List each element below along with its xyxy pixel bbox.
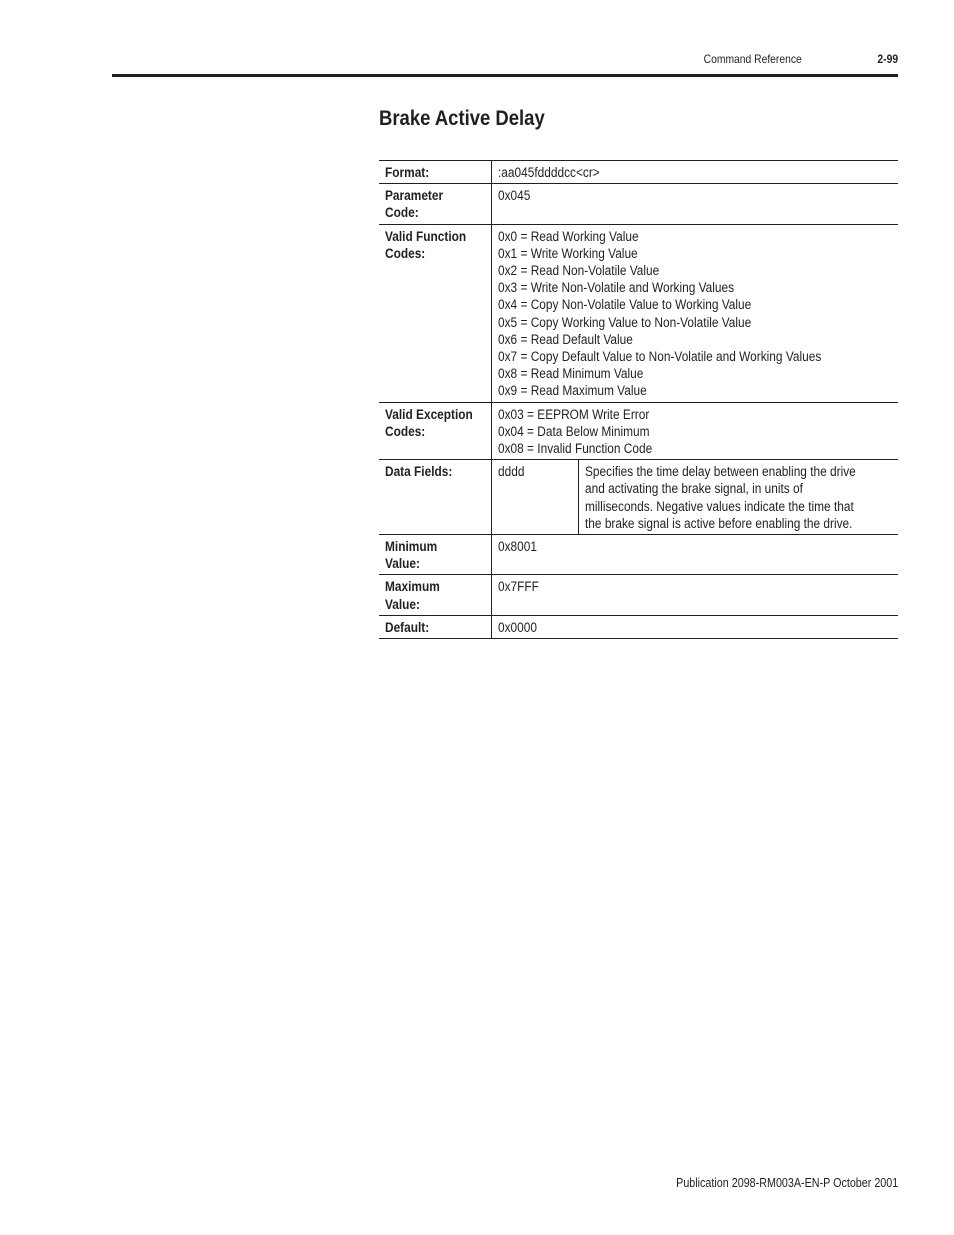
data-field-name: dddd	[492, 460, 579, 535]
function-code-item: 0x3 = Write Non-Volatile and Working Values	[498, 280, 735, 296]
valid-exception-codes-label: Valid Exception Codes:	[379, 402, 492, 460]
parameter-code-label: Parameter Code:	[379, 184, 492, 224]
function-code-item: 0x4 = Copy Non-Volatile Value to Working Value	[498, 297, 752, 313]
header-section-name: Command Reference	[703, 52, 802, 66]
header-page-number: 2-99	[877, 52, 898, 66]
exception-code-item: 0x03 = EEPROM Write Error	[498, 406, 650, 422]
function-code-item: 0x0 = Read Working Value	[498, 228, 639, 244]
minimum-value: 0x8001	[492, 535, 898, 575]
format-label: Format:	[379, 161, 492, 184]
minimum-value-row	[379, 535, 898, 575]
function-code-item: 0x6 = Read Default Value	[498, 331, 634, 347]
minimum-value-label: Minimum Value:	[379, 535, 492, 575]
default-row	[379, 615, 898, 638]
default-value: 0x0000	[492, 615, 898, 638]
valid-function-codes-row	[379, 224, 898, 402]
function-code-item: 0x7 = Copy Default Value to Non-Volatile and Working Values	[498, 349, 822, 365]
maximum-value-label: Maximum Value:	[379, 575, 492, 615]
publication-footer: Publication 2098-RM003A-EN-P October 2001	[675, 1176, 898, 1190]
default-label: Default:	[379, 615, 492, 638]
format-row	[379, 161, 898, 184]
data-fields-label: Data Fields:	[379, 460, 492, 535]
valid-exception-codes-row	[379, 402, 898, 460]
function-code-item: 0x5 = Copy Working Value to Non-Volatile Value	[498, 314, 752, 330]
valid-function-codes-list	[492, 224, 898, 402]
parameter-code-row	[379, 184, 898, 224]
maximum-value-row	[379, 575, 898, 615]
header-rule	[112, 74, 898, 77]
page-title: Brake Active Delay	[379, 107, 545, 130]
data-field-description: Specifies the time delay between enabling the drive and activating the brake signal, in units of milliseconds. Negative values indicate the time that the brake signal is active before enabling the drive.	[579, 460, 898, 535]
valid-function-codes-label: Valid Function Codes:	[379, 224, 492, 402]
valid-exception-codes-list	[492, 402, 898, 460]
function-code-item: 0x8 = Read Minimum Value	[498, 366, 644, 382]
function-code-item: 0x9 = Read Maximum Value	[498, 383, 648, 399]
exception-code-item: 0x08 = Invalid Function Code	[498, 441, 653, 457]
running-header	[704, 52, 898, 66]
command-table	[379, 160, 898, 639]
data-fields-row	[379, 460, 898, 535]
function-code-item: 0x2 = Read Non-Volatile Value	[498, 263, 660, 279]
maximum-value: 0x7FFF	[492, 575, 898, 615]
exception-code-item: 0x04 = Data Below Minimum	[498, 423, 650, 439]
function-code-item: 0x1 = Write Working Value	[498, 245, 639, 261]
format-value: :aa045fddddcc<cr>	[492, 161, 898, 184]
parameter-code-value: 0x045	[492, 184, 898, 224]
